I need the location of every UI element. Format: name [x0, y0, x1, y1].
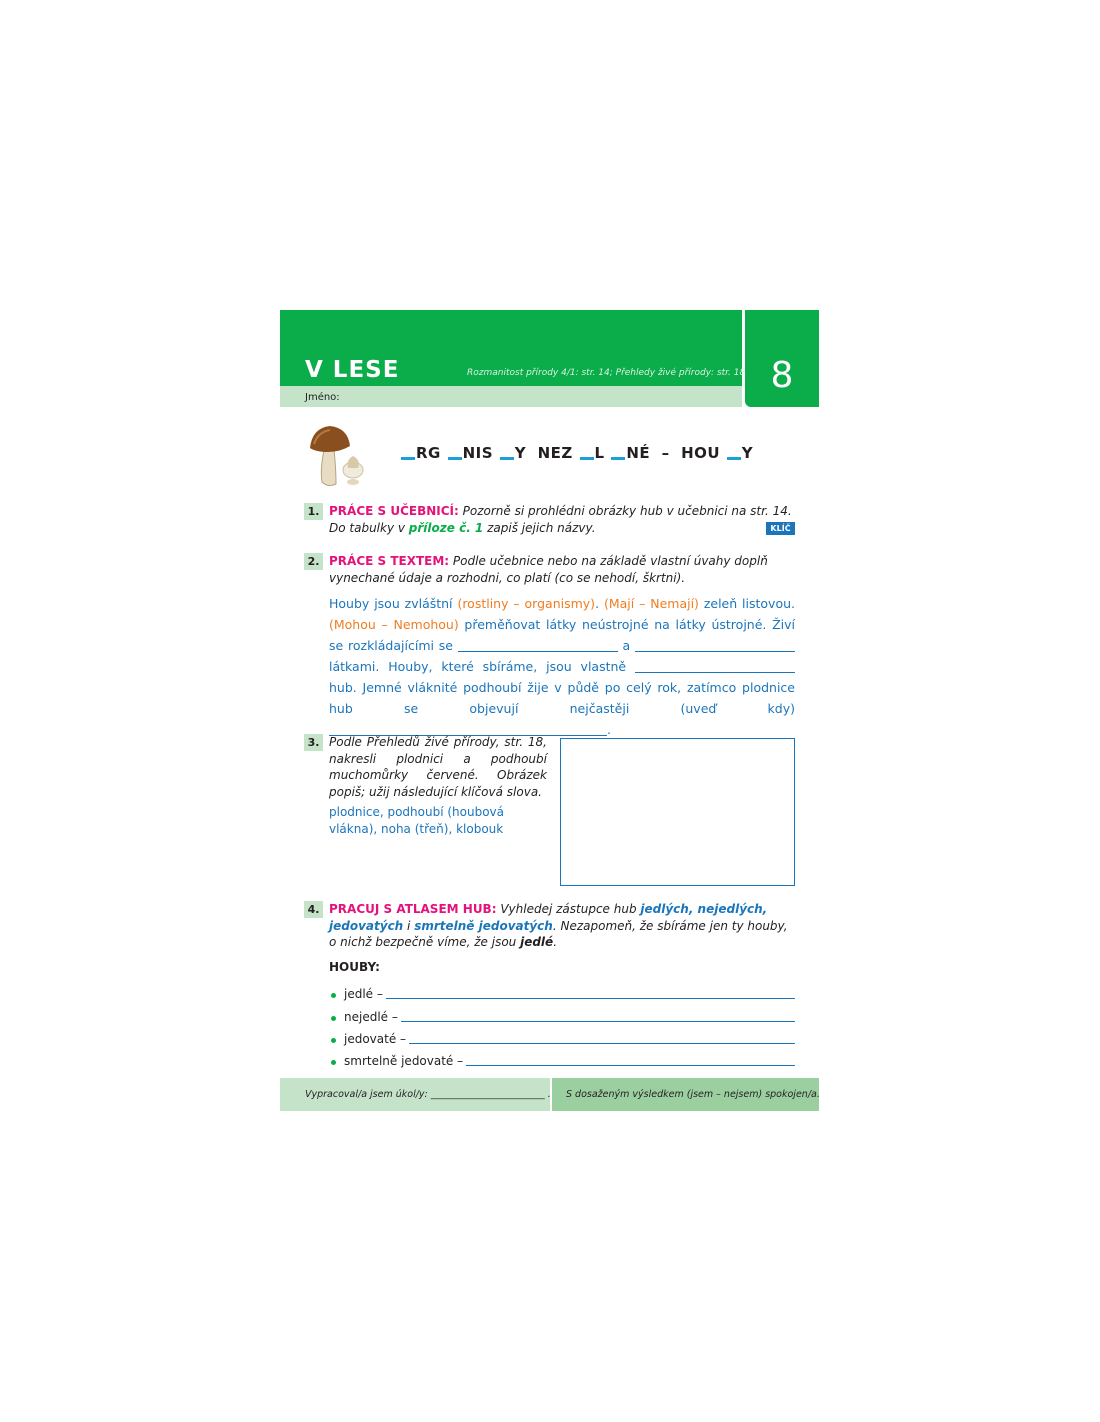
task4-text: [329, 901, 795, 951]
puzzle-part: NEZ: [537, 444, 573, 462]
task4-instruction: .: [553, 935, 558, 949]
fill-text: hub. Jemné vláknité podhoubí žije v půdě po celý rok, zatímco plodnice hub se objevují nejčastěji (uveď kdy): [329, 680, 795, 716]
worksheet-page: [280, 310, 819, 1111]
highlight-term: smrtelně jedovatých: [414, 918, 553, 933]
fill-text: látkami. Houby, které sbíráme, jsou vlastně: [329, 659, 635, 674]
choice-option[interactable]: (Mohou – Nemohou): [329, 617, 459, 632]
key-badge[interactable]: KLÍČ: [766, 522, 795, 535]
blank[interactable]: [727, 457, 741, 460]
task4-instruction: i: [403, 918, 415, 933]
answer-blank[interactable]: [458, 639, 618, 652]
list-label: nejedlé –: [344, 1009, 398, 1024]
footer-left: [280, 1078, 550, 1111]
choice-option[interactable]: (rostliny – organismy): [457, 596, 596, 611]
mushroom-list: [329, 980, 795, 1069]
puzzle-part: Y: [514, 444, 527, 462]
task-number: 2.: [304, 553, 323, 570]
task4-instruction: Vyhledej zástupce hub: [496, 902, 641, 916]
name-label: Jméno:: [305, 392, 340, 403]
list-label: smrtelně jedovaté –: [344, 1054, 464, 1069]
task1-instruction-end: zapiš jejich názvy.: [483, 520, 596, 535]
answer-line[interactable]: [386, 998, 795, 999]
task2-fill-text: [329, 593, 795, 740]
puzzle-part: NÉ: [626, 444, 651, 462]
puzzle-part: L: [594, 444, 605, 462]
blank[interactable]: [580, 457, 594, 460]
task1-instruction: Pozorně si prohlédni obrázky hub v učebnici na str. 14. Do tabulky v: [329, 504, 792, 535]
task3-instruction: Podle Přehledů živé přírody, str. 18, nakresli plodnici a podhoubí muchomůrky červené. Obrázek popiš; užij následující klíčová slova.: [329, 735, 547, 799]
task4-heading: PRACUJ S ATLASEM HUB:: [329, 902, 497, 916]
page-title: V LESE: [305, 357, 400, 383]
list-item: [329, 980, 795, 1002]
bullet-icon: [331, 993, 336, 998]
choice-option[interactable]: (Mají – Nemají): [603, 596, 699, 611]
task1-text: [329, 503, 795, 536]
blank[interactable]: [611, 457, 625, 460]
task4-instruction: . Nezapomeň, že sbíráme jen ty houby, o nichž bezpečně víme, že jsou: [329, 918, 788, 949]
fill-text: zeleň listovou.: [698, 596, 796, 611]
fill-text: přeměňovat látky neústrojné na látky ústrojné. Živí se rozkládajícími se: [329, 617, 795, 653]
puzzle-part: RG: [416, 444, 441, 462]
puzzle-part: HOU: [681, 444, 721, 462]
list-label: jedovaté –: [344, 1031, 407, 1046]
fill-text: a: [617, 638, 636, 653]
list-item: [329, 1002, 795, 1024]
answer-line[interactable]: [466, 1065, 795, 1066]
puzzle-part: Y: [741, 444, 754, 462]
highlight-term: jedlých, nejedlých, jedovatých: [329, 902, 768, 933]
puzzle-part: NIS: [462, 444, 494, 462]
header-reference: Rozmanitost přírody 4/1: str. 14; Přehledy živé přírody: str. 18: [467, 368, 746, 378]
task2-instruction: Podle učebnice nebo na základě vlastní úvahy doplň vynechané údaje a rozhodni, co platí (co se nehodí, škrtni).: [329, 554, 768, 585]
list-item: [329, 1047, 795, 1069]
answer-line[interactable]: [401, 1021, 795, 1022]
task3-keywords: plodnice, podhoubí (houbová vlákna), noha (třeň), klobouk: [329, 805, 505, 836]
page-number-box: [745, 310, 819, 407]
answer-blank[interactable]: [635, 639, 795, 652]
answer-blank[interactable]: [635, 660, 795, 673]
highlight-term: jedlé: [520, 935, 554, 949]
page-number: 8: [770, 355, 794, 396]
puzzle-part: –: [661, 444, 670, 462]
task1-link[interactable]: příloze č. 1: [408, 520, 484, 535]
blank[interactable]: [401, 457, 415, 460]
footer-completed-text: Vypracoval/a jsem úkol/y: ________________________ .: [305, 1089, 551, 1100]
footer-right: [552, 1078, 819, 1111]
list-item: [329, 1025, 795, 1047]
list-label: jedlé –: [344, 987, 383, 1002]
houby-subheading: HOUBY:: [329, 960, 380, 974]
bullet-icon: [331, 1016, 336, 1021]
bullet-icon: [331, 1038, 336, 1043]
name-bar: [280, 386, 742, 407]
fill-text: Houby jsou zvláštní: [329, 596, 458, 611]
answer-line[interactable]: [409, 1043, 795, 1044]
footer-satisfaction-text: S dosaženým výsledkem (jsem – nejsem) spokojen/a.: [566, 1089, 820, 1100]
task-number: 1.: [304, 503, 323, 520]
task-number: 4.: [304, 901, 323, 918]
blank[interactable]: [500, 457, 514, 460]
fill-text: .: [595, 596, 604, 611]
task-number: 3.: [304, 734, 323, 751]
task2-heading: PRÁCE S TEXTEM:: [329, 554, 450, 568]
mushroom-illustration: [306, 420, 372, 490]
task2-text: [329, 553, 795, 586]
blank[interactable]: [448, 457, 462, 460]
drawing-area[interactable]: [560, 738, 795, 886]
word-puzzle: [400, 444, 753, 462]
fill-text: .: [607, 722, 611, 737]
bullet-icon: [331, 1060, 336, 1065]
task1-heading: PRÁCE S UČEBNICÍ:: [329, 504, 459, 518]
